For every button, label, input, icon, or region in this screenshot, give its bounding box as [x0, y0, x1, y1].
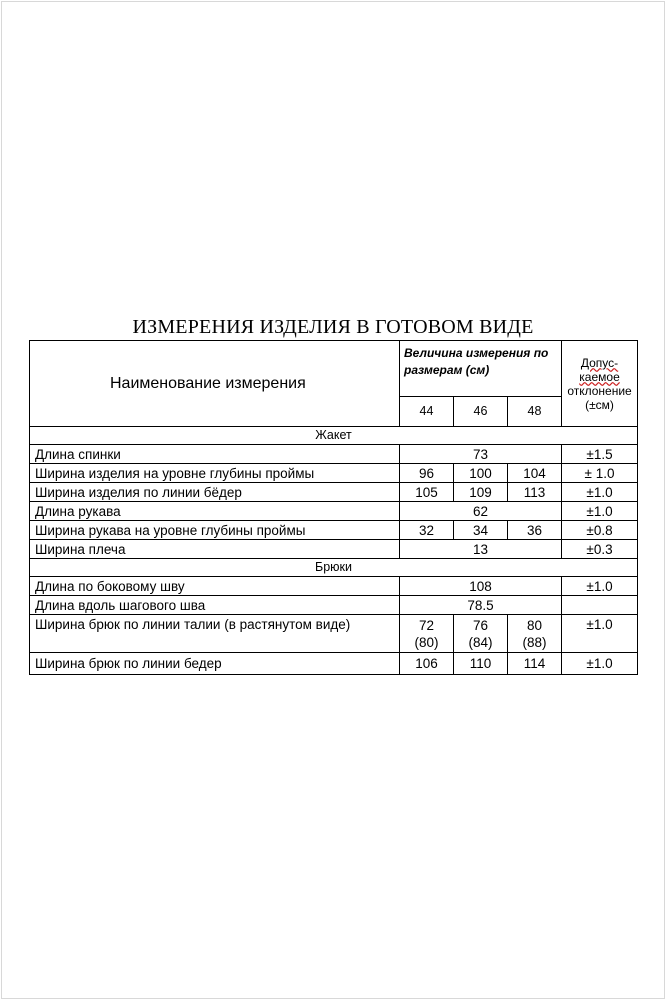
table-row [30, 483, 638, 502]
row-tolerance: ±0.8 [562, 521, 638, 540]
row-tolerance [562, 596, 638, 615]
table-row [30, 464, 638, 483]
header-measurement-name: Наименование измерения [30, 341, 400, 427]
tolerance-line-1: Допус- [580, 355, 619, 370]
tolerance-line-2: каемое [579, 369, 620, 384]
row-name: Длина по боковому шву [30, 577, 400, 596]
row-value-44: 32 [400, 521, 454, 540]
row-tolerance: ±1.0 [562, 483, 638, 502]
row-tolerance: ±1.0 [562, 577, 638, 596]
row-value-46: 109 [454, 483, 508, 502]
tolerance-line-3: отклонение [567, 383, 632, 398]
row-value-44 [400, 615, 454, 653]
row-value-46: 34 [454, 521, 508, 540]
table-row [30, 502, 638, 521]
table-row [30, 540, 638, 559]
row-tolerance: ±1.5 [562, 445, 638, 464]
size-column-44: 44 [400, 397, 454, 427]
row-name: Длина спинки [30, 445, 400, 464]
table-row [30, 445, 638, 464]
value-stretched: (80) [414, 634, 439, 650]
size-column-46: 46 [454, 397, 508, 427]
row-tolerance: ±0.3 [562, 540, 638, 559]
table-row [30, 653, 638, 675]
section-title-trousers: Брюки [30, 559, 638, 577]
row-value-46: 110 [454, 653, 508, 675]
document-title: ИЗМЕРЕНИЯ ИЗДЕЛИЯ В ГОТОВОМ ВИДЕ [132, 316, 534, 338]
row-value-all: 73 [400, 445, 562, 464]
row-name: Ширина рукава на уровне глубины проймы [30, 521, 400, 540]
row-name: Длина рукава [30, 502, 400, 521]
value-stretched: (84) [468, 634, 493, 650]
value-stretched: (88) [522, 634, 547, 650]
row-value-48: 104 [508, 464, 562, 483]
row-name: Ширина брюк по линии талии (в растянутом виде) [30, 615, 400, 653]
row-value-all: 78.5 [400, 596, 562, 615]
row-value-all: 13 [400, 540, 562, 559]
tolerance-line-4: (±см) [585, 397, 614, 412]
row-name: Ширина плеча [30, 540, 400, 559]
value-main: 76 [472, 617, 489, 633]
header-size-label: Величина измерения по размерам (см) [400, 341, 562, 397]
row-tolerance: ±1.0 [562, 653, 638, 675]
row-name: Ширина изделия по линии бёдер [30, 483, 400, 502]
row-name: Ширина изделия на уровне глубины проймы [30, 464, 400, 483]
value-main: 72 [418, 617, 435, 633]
row-value-48 [508, 615, 562, 653]
table-row [30, 615, 638, 653]
header-tolerance [562, 341, 638, 427]
row-tolerance: ±1.0 [562, 502, 638, 521]
row-tolerance: ±1.0 [562, 615, 638, 653]
row-tolerance: ± 1.0 [562, 464, 638, 483]
row-name: Длина вдоль шагового шва [30, 596, 400, 615]
measurements-table [29, 340, 638, 675]
row-name: Ширина брюк по линии бедер [30, 653, 400, 675]
row-value-48: 113 [508, 483, 562, 502]
row-value-all: 108 [400, 577, 562, 596]
row-value-all: 62 [400, 502, 562, 521]
row-value-48: 36 [508, 521, 562, 540]
row-value-44: 96 [400, 464, 454, 483]
value-main: 80 [526, 617, 543, 633]
table-row [30, 596, 638, 615]
row-value-46: 100 [454, 464, 508, 483]
row-value-44: 106 [400, 653, 454, 675]
table-row [30, 521, 638, 540]
section-title-jacket: Жакет [30, 427, 638, 445]
row-value-46 [454, 615, 508, 653]
row-value-44: 105 [400, 483, 454, 502]
table-row [30, 577, 638, 596]
row-value-48: 114 [508, 653, 562, 675]
size-column-48: 48 [508, 397, 562, 427]
